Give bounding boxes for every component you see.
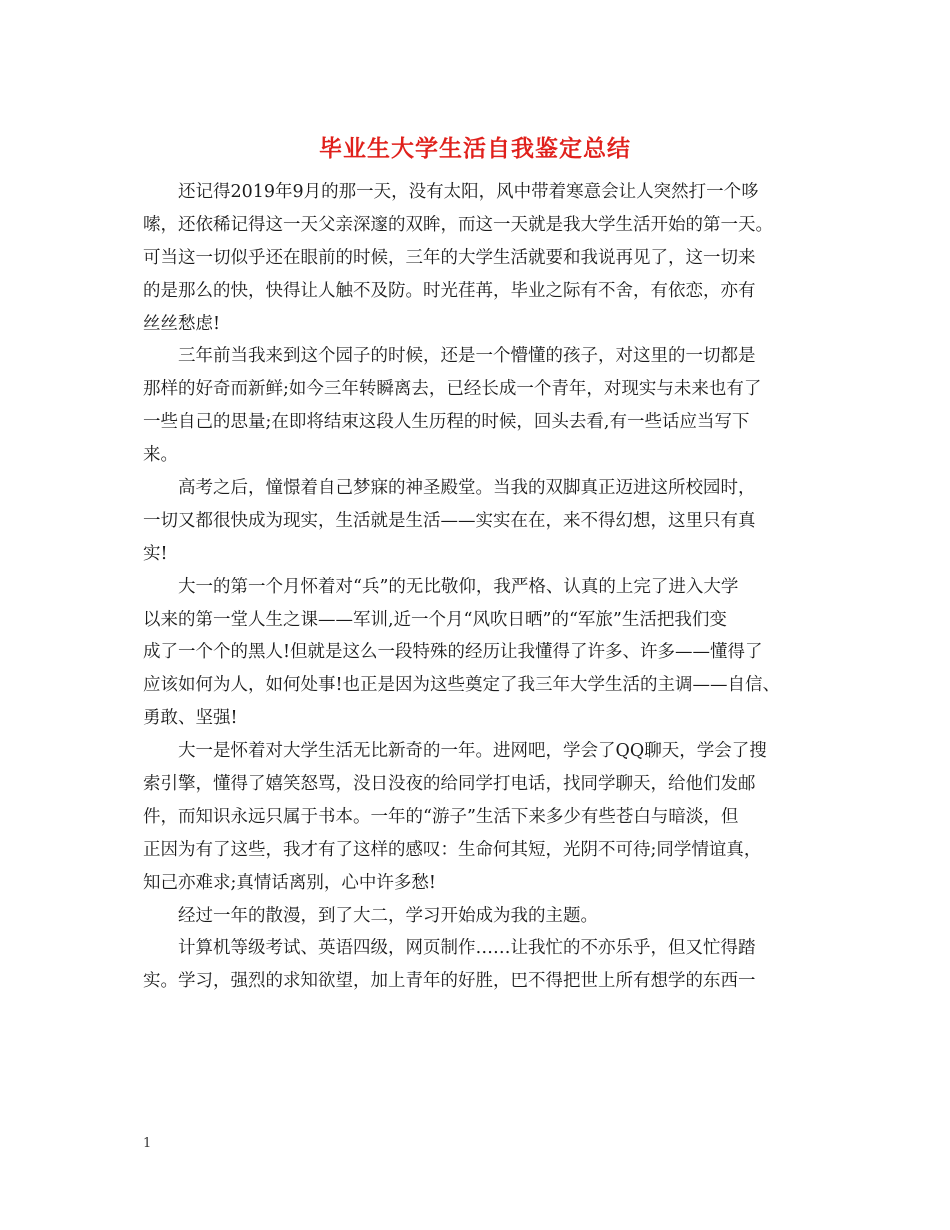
text-line: 索引擎，懂得了嬉笑怒骂，没日没夜的给同学打电话，找同学聊天，给他们发邮 <box>143 774 756 795</box>
text-line: 一切又都很快成为现实，生活就是生活——实实在在，来不得幻想，这里只有真 <box>143 510 756 531</box>
text-line: 应该如何为人，如何处事!也正是因为这些奠定了我三年大学生活的主调——自信、 <box>143 675 781 696</box>
text-line: 实。学习，强烈的求知欲望，加上青年的好胜，巴不得把世上所有想学的东西一 <box>143 971 756 992</box>
text-line: 经过一年的散漫，到了大二，学习开始成为我的主题。 <box>178 905 598 926</box>
text-line: 嗦，还依稀记得这一天父亲深邃的双眸，而这一天就是我大学生活开始的第一天。 <box>143 214 773 235</box>
document-title: 毕业生大学生活自我鉴定总结 <box>319 135 631 162</box>
text-line: 那样的好奇而新鲜;如今三年转瞬离去，已经长成一个青年，对现实与未来也有了 <box>143 379 762 400</box>
text-line: 以来的第一堂人生之课——军训,近一个月“风吹日晒”的“军旅”生活把我们变 <box>143 609 727 630</box>
text-line: 一些自己的思量;在即将结束这段人生历程的时候，回头去看,有一些话应当写下 <box>143 412 750 433</box>
text-line: 高考之后，憧憬着自己梦寐的神圣殿堂。当我的双脚真正迈进这所校园时， <box>178 478 756 499</box>
text-line: 实! <box>143 543 168 564</box>
text-line: 计算机等级考试、英语四级，网页制作……让我忙的不亦乐乎，但又忙得踏 <box>178 938 756 959</box>
text-line: 三年前当我来到这个园子的时候，还是一个懵懂的孩子，对这里的一切都是 <box>178 346 756 367</box>
text-line: 大一的第一个月怀着对“兵”的无比敬仰，我严格、认真的上完了进入大学 <box>178 576 739 597</box>
text-line: 正因为有了这些，我才有了这样的感叹：生命何其短，光阴不可待;同学情谊真， <box>143 839 762 860</box>
document-body <box>143 176 828 998</box>
text-line: 勇敢、坚强! <box>143 708 238 729</box>
text-line: 大一是怀着对大学生活无比新奇的一年。进网吧，学会了QQ聊天，学会了搜 <box>178 741 767 762</box>
text-line: 知己亦难求;真情话离别，心中许多愁! <box>143 872 436 893</box>
text-line: 成了一个个的黑人!但就是这么一段特殊的经历让我懂得了许多、许多——懂得了 <box>143 642 763 663</box>
text-line: 的是那么的快，快得让人触不及防。时光荏苒，毕业之际有不舍，有依恋，亦有 <box>143 280 756 301</box>
text-line: 丝丝愁虑! <box>143 313 221 334</box>
text-line: 还记得2019年9月的那一天，没有太阳，风中带着寒意会让人突然打一个哆 <box>178 182 759 202</box>
text-line: 件，而知识永远只属于书本。一年的“游子”生活下来多少有些苍白与暗淡，但 <box>143 806 739 827</box>
text-line: 来。 <box>143 445 178 466</box>
page-number: 1 <box>143 1136 152 1151</box>
text-line: 可当这一切似乎还在眼前的时候，三年的大学生活就要和我说再见了，这一切来 <box>143 247 756 268</box>
